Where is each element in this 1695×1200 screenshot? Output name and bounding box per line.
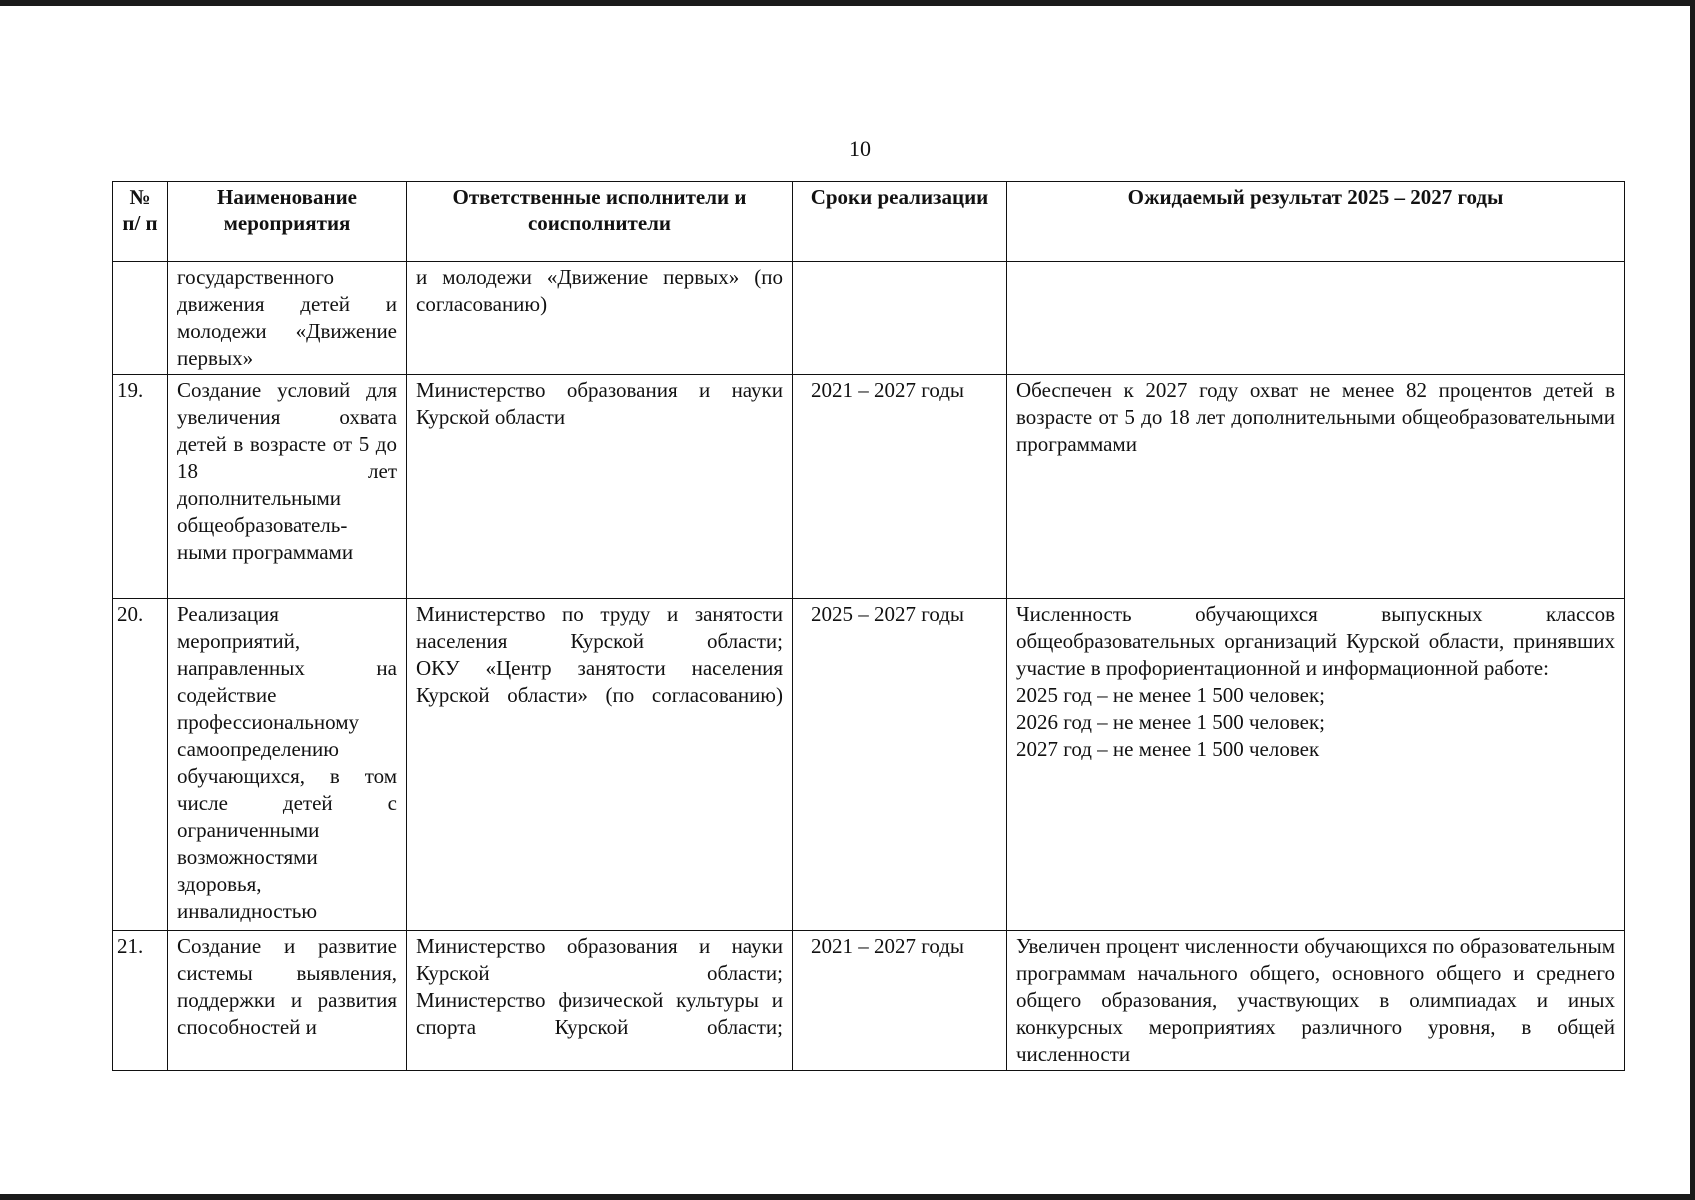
table-row bbox=[113, 599, 1625, 931]
header-num: № п/ п bbox=[113, 182, 168, 262]
header-name: Наименование мероприятия bbox=[168, 182, 407, 262]
row-executors: и молодежи «Движение первых» (по согласованию) bbox=[407, 262, 793, 375]
row-num bbox=[113, 262, 168, 375]
table-row bbox=[113, 931, 1625, 1071]
scan-edge-right bbox=[1690, 0, 1695, 1200]
row-period bbox=[793, 262, 1007, 375]
result-line: 2027 год – не менее 1 500 человек bbox=[1016, 737, 1320, 761]
row-result bbox=[1007, 599, 1625, 931]
row-result: Увеличен процент численности обучающихся по образовательным программам начального общего, основного общего и среднего общего образования, участвующих в олимпиадах и иных конкурсных мероприятиях различного уровня, в общей численности bbox=[1007, 931, 1625, 1071]
row-name: Создание и развитие системы выявления, поддержки и развития способностей и bbox=[168, 931, 407, 1071]
table-header bbox=[113, 182, 1625, 262]
result-line: Численность обучающихся выпускных классов общеобразовательных организаций Курской области, принявших участие в профориентационной и информационной работе: bbox=[1016, 602, 1615, 680]
result-line: 2026 год – не менее 1 500 человек; bbox=[1016, 710, 1325, 734]
row-num: 19. bbox=[113, 375, 168, 599]
scan-edge-top bbox=[0, 0, 1695, 6]
page-number: 10 bbox=[849, 136, 871, 161]
scan-edge-bottom bbox=[0, 1194, 1695, 1200]
table-row bbox=[113, 262, 1625, 375]
row-result: Обеспечен к 2027 году охват не менее 82 процентов детей в возрасте от 5 до 18 лет дополнительными общеобразовательными программами bbox=[1007, 375, 1625, 599]
row-name: государственного движения детей и молодежи «Движение первых» bbox=[168, 262, 407, 375]
row-period: 2021 – 2027 годы bbox=[793, 375, 1007, 599]
row-period: 2025 – 2027 годы bbox=[793, 599, 1007, 931]
header-period: Сроки реализации bbox=[793, 182, 1007, 262]
action-plan-table bbox=[112, 181, 1625, 1071]
table-row bbox=[113, 375, 1625, 599]
executor-line: Министерство образования и науки Курской области; bbox=[416, 934, 783, 985]
row-executors bbox=[407, 931, 793, 1071]
header-executors: Ответственные исполнители и соисполнители bbox=[407, 182, 793, 262]
result-line: 2025 год – не менее 1 500 человек; bbox=[1016, 683, 1325, 707]
row-num: 20. bbox=[113, 599, 168, 931]
row-result bbox=[1007, 262, 1625, 375]
executor-line: ОКУ «Центр занятости населения Курской области» (по согласованию) bbox=[416, 656, 783, 707]
row-num: 21. bbox=[113, 931, 168, 1071]
row-executors: Министерство образования и науки Курской области bbox=[407, 375, 793, 599]
executor-line: Министерство физической культуры и спорта Курской области; bbox=[416, 988, 783, 1039]
header-result: Ожидаемый результат 2025 – 2027 годы bbox=[1007, 182, 1625, 262]
executor-line: Министерство по труду и занятости населения Курской области; bbox=[416, 602, 783, 653]
row-name: Реализация мероприятий, направленных на содействие профессиональному самоопределению обучающихся, в том числе детей с ограниченными возможностями здоровья, инвалидностью bbox=[168, 599, 407, 931]
row-executors bbox=[407, 599, 793, 931]
row-name: Создание условий для увеличения охвата детей в возрасте от 5 до 18 лет дополнительными общеобразователь-ными программами bbox=[168, 375, 407, 599]
row-period: 2021 – 2027 годы bbox=[793, 931, 1007, 1071]
